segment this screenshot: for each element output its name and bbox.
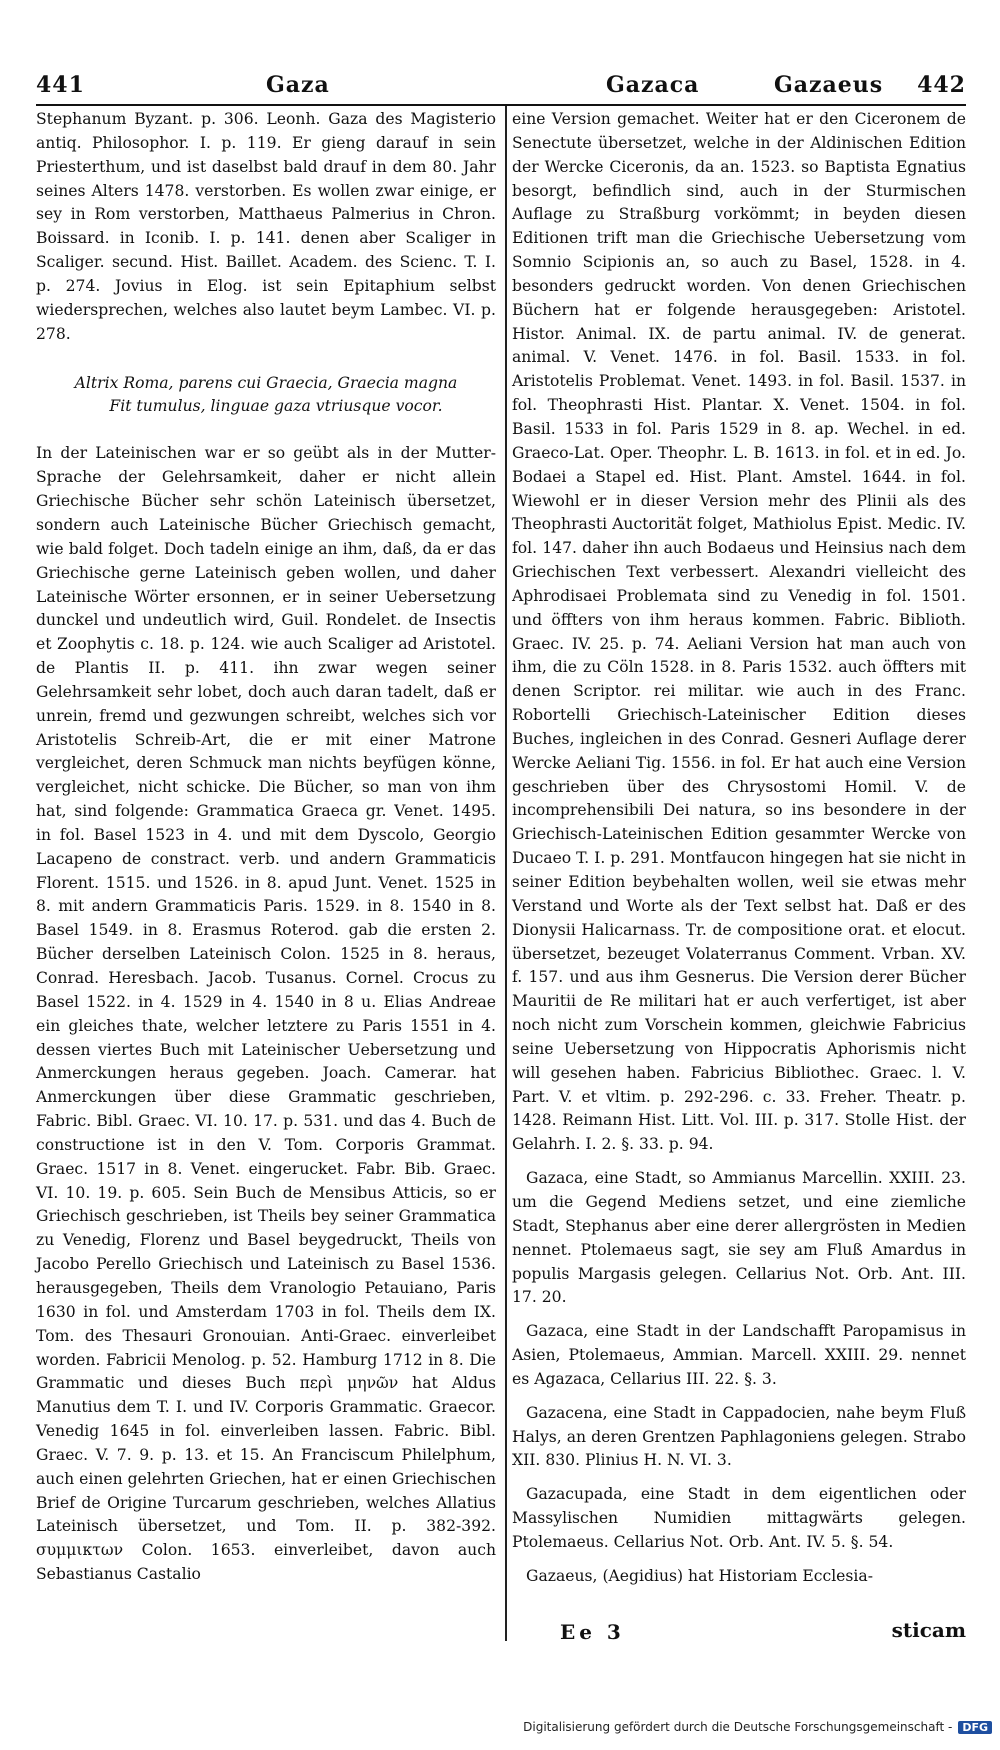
verse-line-2: Fit tumulus, linguae gaza vtriusque vocor. [109,397,443,416]
page-number-right: 442 [917,72,966,98]
left-paragraph-1: Stephanum Byzant. p. 306. Leonh. Gaza des Magisterio antiq. Philosophor. I. p. 119. Er gieng darauf in sein Priesterthum, und ist daselbst bald drauf in dem 80. Jahr seines Alters 1478. verstorben. Es wollen zwar einige, er sey in Rom verstorben, Matthaeus Palmerius in Chron. Boissard. in Iconib. I. p. 141. denen aber Scaliger in Scaliger. secund. Hist. Baillet. Academ. des Scienc. T. I. p. 274. Jovius in Elog. ist sein Epitaphium selbst wiedersprechen, welches also lautet beym Lambec. VI. p. 278. [36,110,496,343]
entry-gazaca: Gazaca, eine Stadt, so Ammianus Marcellin. XXIII. 23. um die Gegend Mediens setzet, und eine ziemliche Stadt, Stephanus aber eine derer allergrösten in Medien nennet. Ptolemaeus sagt, sie sey am Fluß Amardus in populis Margasis gelegen. Cellarius Not. Orb. Ant. III. 17. 20. [512,1169,966,1307]
header-rule [36,104,966,106]
column-divider [505,106,507,1641]
epitaph-verse [36,372,496,418]
entry-gazacena: Gazacena, eine Stadt in Cappadocien, nahe beym Fluß Halys, an deren Grentzen Paphlagoniens gelegen. Strabo XII. 830. Plinius H. N. VI. 3. [512,1403,966,1470]
verse-line-1: Altrix Roma, parens cui Graecia, Graecia magna [74,374,458,393]
left-column [36,108,496,1587]
right-paragraph-1: eine Version gemachet. Weiter hat er den Ciceronem de Senectute übersetzet, welche in der Aldinischen Edition der Wercke Ciceronis, da an. 1523. so Baptista Egnatius besorgt, befindlich sind, auch in der Sturmischen Auflage zu Straßburg vorkömmt; in beyden diesen Editionen trift man die Griechische Uebersetzung vom Somnio Scipionis an, so auch zu Basel, 1528. in 4. besonders gedruckt worden. Von denen Griechischen Büchern hat er folgende herausgegeben: Aristotel. Histor. Animal. IX. de partu animal. IV. de generat. animal. V. Venet. 1476. in fol. Basil. 1533. in fol. Aristotelis Problemat. Venet. 1493. in fol. Basil. 1537. in fol. Theophrasti Hist. Plantar. X. Venet. 1504. in fol. Basil. 1533 in fol. Paris 1529 in 8. ap. Wechel. in ed. Graeco-Lat. Oper. Theophr. L. B. 1613. in fol. et in ed. Jo. Bodaei a Stapel ed. Hist. Plant. Amstel. 1644. in fol. Wiewohl er in dieser Version mehr des Plinii als des Theophrasti Auctorität folget, Mathiolus Epist. Medic. IV. fol. 147. daher ihn auch Bodaeus und Heinsius nach dem Griechischen Text verbessert. Alexandri vielleicht des Aphrodisaei Problemata sind zu Venedig in fol. 1501. und öffters von ihm heraus kommen. Fabric. Biblioth. Graec. IV. 25. p. 74. Aeliani Version hat man auch von ihm, die zu Cöln 1528. in 8. Paris 1532. auch öffters mit denen Scriptor. rei militar. wie auch in des Franc. Robortelli Griechisch-Lateinischer Edition dieses Buches, ingleichen in des Conrad. Gesneri Auflage derer Wercke Aeliani Tig. 1556. in fol. Er hat auch eine Version geschrieben über des Chrysostomi Homil. V. de incomprehensibili Dei natura, so ins besondere in der Griechisch-Lateinischen Edition gesammter Wercke von Ducaeo T. I. p. 291. Montfaucon hingegen hat sie nicht in seiner Edition beybehalten wollen, weil sie etwas mehr Verstand und Worte als der Text selbst hat. Daß er des Dionysii Halicarnass. Tr. de compositione orat. et elocut. übersetzet, bezeuget Volaterranus Comment. Vrban. XV. f. 157. und aus ihm Gesnerus. Die Version derer Bücher Mauritii de Re militari hat er auch verfertiget, ist aber noch nicht zum Vorschein kommen, gleichwie Fabricius seine Uebersetzung von Hippocratis Aphorismis nicht will gesehen haben. Fabricius Bibliothec. Graec. l. V. Part. V. et vltim. p. 292-296. c. 33. Freher. Theatr. p. 1428. Reimann Hist. Litt. Vol. III. p. 317. Stolle Hist. der Gelahrh. I. 2. §. 33. p. 94. [512,110,967,1154]
page-number-left: 441 [36,72,85,98]
guide-word-left: Gaza [266,72,330,98]
catchword: sticam [891,1618,966,1642]
entry-gazaeus: Gazaeus, (Aegidius) hat Historiam Ecclesia- [526,1566,873,1585]
entry-gazaca-2: Gazaca, eine Stadt in der Landschafft Paropamisus in Asien, Ptolemaeus, Ammian. Marcell. XXIII. 29. nennet es Agazaca, Cellarius III. 22. §. 3. [512,1322,966,1388]
left-paragraph-2: In der Lateinischen war er so geübt als in der Mutter-Sprache der Gelehrsamkeit, daher er nicht allein Griechische Bücher sehr schön Lateinisch übersetzet, sondern auch Lateinische Bücher Griechisch gemacht, wie bald folget. Doch tadeln einige an ihm, daß, da er das Griechische gerne Lateinisch geben wollen, und daher Lateinische Wörter ersonnen, er in seiner Uebersetzung dunckel und undeutlich wird, Guil. Rondelet. de Insectis et Zoophytis c. 18. p. 124. wie auch Scaliger ad Aristotel. de Plantis II. p. 411. ihn zwar wegen seiner Gelehrsamkeit sehr lobet, doch auch daran tadelt, daß er unrein, fremd und gezwungen schreibt, welches sich vor Aristotelis Schreib-Art, die er mit einer Matrone vergleichet, deren Schmuck man nichts beyfügen könne, vergleichet, nicht schicke. Die Bücher, so man von ihm hat, sind folgende: Grammatica Graeca gr. Venet. 1495. in fol. Basel 1523 in 4. und mit dem Dyscolo, Georgio Lacapeno de constract. verb. und andern Grammaticis Florent. 1515. und 1526. in 8. apud Junt. Venet. 1525 in 8. mit andern Grammaticis Paris. 1529. in 8. 1540 in 8. Basel 1549. in 8. Erasmus Roterod. gab die ersten 2. Bücher derselben Lateinisch Colon. 1525 in 8. heraus, Conrad. Heresbach. Jacob. Tusanus. Cornel. Crocus zu Basel 1522. in 4. 1529 in 4. 1540 in 8 u. Elias Andreae ein gleiches thate, welcher letztere zu Paris 1551 in 4. dessen viertes Buch mit Lateinischer Uebersetzung und Anmerckungen heraus gegeben. Joach. Camerar. hat Anmerckungen über diese Grammatic geschrieben, Fabric. Bibl. Graec. VI. 10. 17. p. 531. und das 4. Buch de constructione ist in den V. Tom. Corporis Grammat. Graec. 1517 in 8. Venet. eingerucket. Fabr. Bib. Graec. VI. 10. 19. p. 605. Sein Buch de Mensibus Atticis, so er Griechisch geschrieben, ist Theils bey seiner Grammatica zu Venedig, Florenz und Basel beygedruckt, Theils von Jacobo Perello Griechisch und Lateinisch zu Basel 1536. herausgegeben, Theils dem Vranologio Petauiano, Paris 1630 in fol. und Amsterdam 1703 in fol. Theils dem IX. Tom. des Thesauri Gronouian. Anti-Graec. einverleibet worden. Fabricii Menolog. p. 52. Hamburg 1712 in 8. Die Grammatic und dieses Buch περὶ μηνῶν hat Aldus Manutius dem T. I. und IV. Corporis Grammatic. Graecor. Venedig 1645 in fol. einverleiben lassen. Fabric. Bibl. Graec. V. 7. 9. p. 13. et 15. An Franciscum Philelphum, auch einen gelehrten Griechen, hat er einen Griechischen Brief de Origine Turcarum geschrieben, welches Allatius Lateinisch übersetzet, und Tom. II. p. 382-392. συμμικτων Colon. 1653. einverleibet, davon auch Sebastianus Castalio [36,444,496,1584]
digitization-credit [523,1720,992,1734]
guide-word-right-2: Gazaeus [774,72,884,98]
entry-gazacupada: Gazacupada, eine Stadt in dem eigentlichen oder Massylischen Numidien mittagwärts gelegen. Ptolemaeus. Cellarius Not. Orb. Ant. IV. 5. §. 54. [512,1485,966,1551]
running-head [36,72,966,106]
dfg-logo-icon: DFG [958,1721,992,1734]
signature-mark: Ee 3 [560,1620,625,1644]
guide-word-right-1: Gazaca [606,72,700,98]
credit-text: Digitalisierung gefördert durch die Deutsche Forschungsgemeinschaft - [523,1720,953,1734]
right-column [512,108,966,1589]
